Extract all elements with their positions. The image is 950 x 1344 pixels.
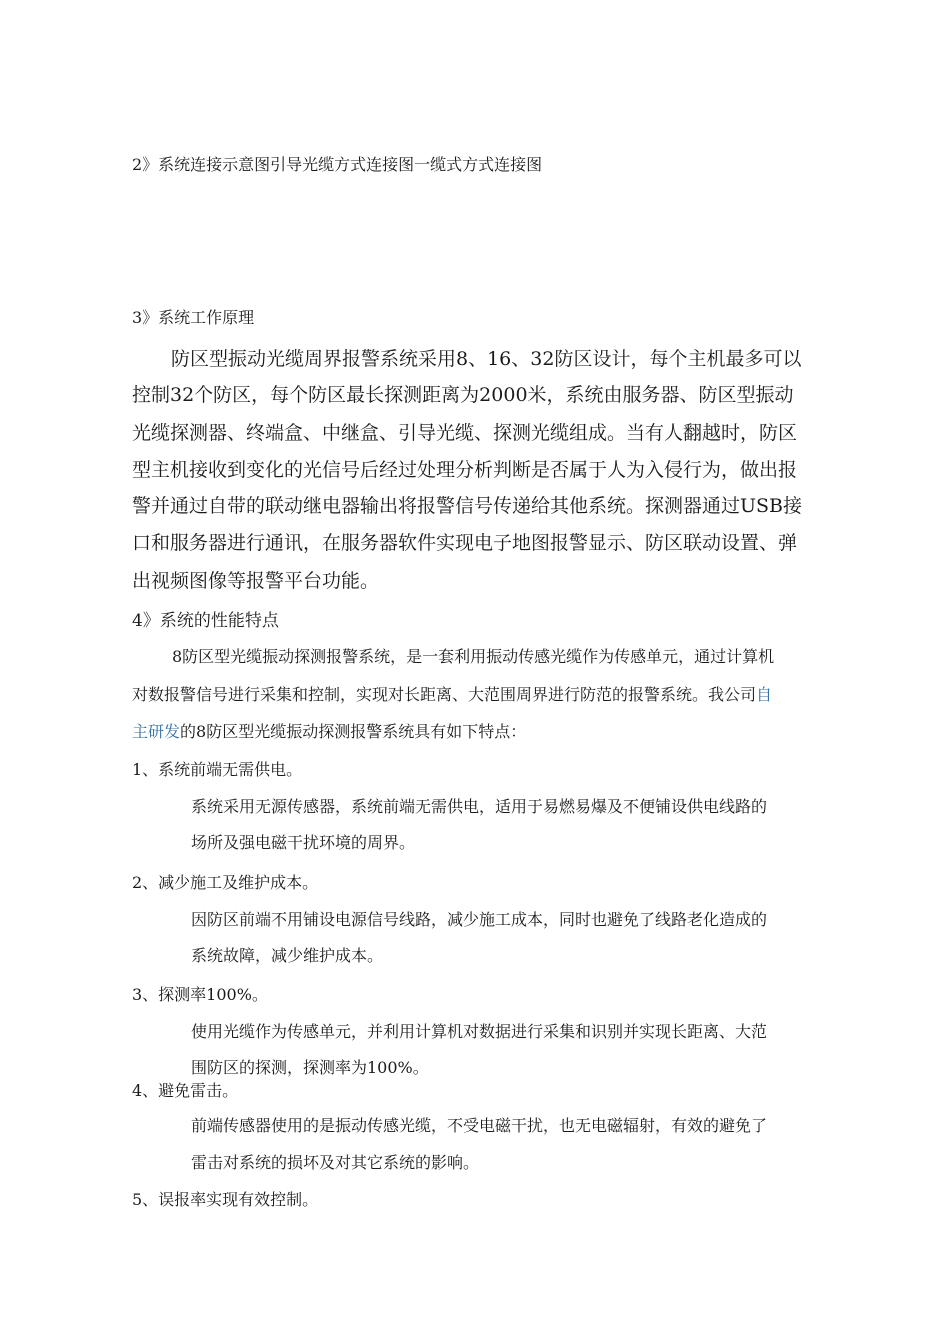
section-3-line-1: 防区型振动光缆周界报警系统采用8、16、32防区设计，每个主机最多可以 — [171, 348, 802, 370]
feature-2-body-line-1: 因防区前端不用铺设电源信号线路，减少施工成本，同时也避免了线路老化造成的 — [191, 910, 768, 929]
feature-4-title: 4、避免雷击。 — [132, 1081, 239, 1100]
feature-3-body-line-2: 围防区的探测，探测率为100%。 — [191, 1058, 429, 1077]
intro-text: 对数报警信号进行采集和控制，实现对长距离、大范围周界进行防范的报警系统。我公司 — [132, 685, 757, 704]
feature-1-title: 1、系统前端无需供电。 — [132, 760, 303, 779]
section-3-line-3: 光缆探测器、终端盒、中继盒、引导光缆、探测光缆组成。当有人翻越时，防区 — [132, 422, 798, 444]
feature-1-body-line-1: 系统采用无源传感器，系统前端无需供电，适用于易燃易爆及不便铺设供电线路的 — [191, 797, 768, 816]
self-developed-link[interactable]: 自 — [756, 685, 773, 704]
feature-3-body-line-1: 使用光缆作为传感单元，并利用计算机对数据进行采集和识别并实现长距离、大范 — [191, 1022, 768, 1041]
feature-3-title: 3、探测率100%。 — [132, 985, 268, 1004]
feature-1-body-line-2: 场所及强电磁干扰环境的周界。 — [191, 833, 416, 852]
section-4-intro-line-1: 8防区型光缆振动探测报警系统，是一套利用振动传感光缆作为传感单元，通过计算机 — [172, 647, 775, 666]
feature-2-title: 2、减少施工及维护成本。 — [132, 873, 319, 892]
section-3-line-5: 警并通过自带的联动继电器输出将报警信号传递给其他系统。探测器通过USB接 — [132, 495, 802, 517]
section-4-title: 4》系统的性能特点 — [132, 611, 279, 631]
section-3-title: 3》系统工作原理 — [132, 308, 255, 327]
section-3-line-4: 型主机接收到变化的光信号后经过处理分析判断是否属于人为入侵行为，做出报 — [132, 459, 798, 481]
feature-5-title: 5、误报率实现有效控制。 — [132, 1190, 319, 1209]
section-4-intro-line-3 — [132, 719, 526, 742]
section-3-line-6: 口和服务器进行通讯，在服务器软件实现电子地图报警显示、防区联动设置、弹 — [132, 532, 798, 554]
section-3-line-7: 出视频图像等报警平台功能。 — [132, 570, 380, 592]
section-4-intro-line-2 — [132, 682, 772, 705]
section-2-title: 2》系统连接示意图引导光缆方式连接图一缆式方式连接图 — [132, 155, 543, 174]
feature-4-body-line-1: 前端传感器使用的是振动传感光缆，不受电磁干扰，也无电磁辐射，有效的避免了 — [191, 1116, 768, 1135]
self-developed-link-cont[interactable]: 主研发 — [132, 722, 181, 741]
intro-text: 的8防区型光缆振动探测报警系统具有如下特点： — [180, 722, 527, 741]
feature-2-body-line-2: 系统故障，减少维护成本。 — [191, 946, 384, 965]
feature-4-body-line-2: 雷击对系统的损坏及对其它系统的影响。 — [191, 1153, 480, 1172]
section-3-line-2: 控制32个防区，每个防区最长探测距离为2000米，系统由服务器、防区型振动 — [132, 384, 794, 406]
